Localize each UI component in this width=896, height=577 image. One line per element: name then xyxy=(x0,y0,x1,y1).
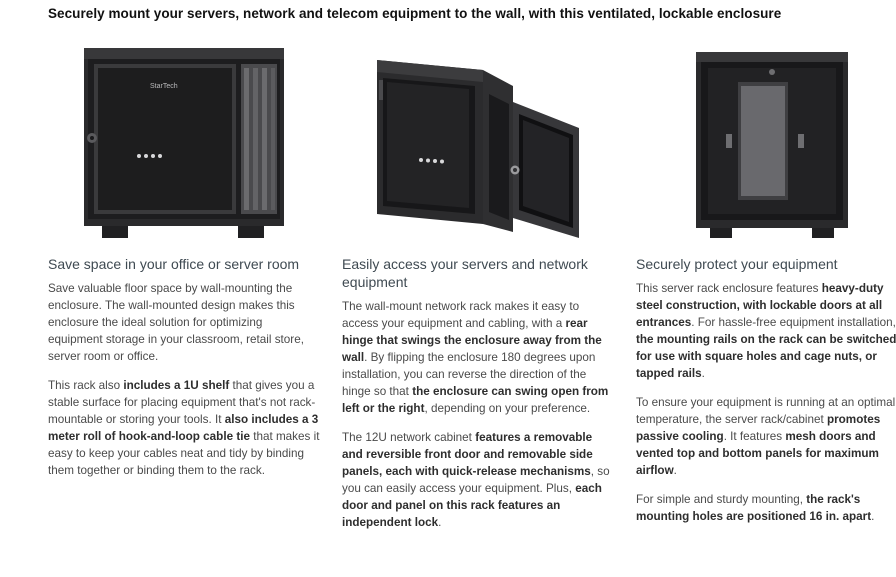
feature-title: Save space in your office or server room xyxy=(48,255,300,272)
body-text: , depending on your preference. xyxy=(424,402,591,416)
body-text: This server rack enclosure features xyxy=(636,282,822,296)
emphasis-text: includes a 1U shelf xyxy=(123,378,230,392)
body-text: This rack also xyxy=(48,378,124,392)
feature-paragraph xyxy=(48,281,320,366)
body-text: . xyxy=(673,463,677,477)
rack-illustration-vented-door xyxy=(682,42,862,242)
wall-mount-rack-door-open-angled-photo xyxy=(342,37,614,247)
body-text: The wall-mount network rack makes it easy to access your equipment and cabling, with a xyxy=(342,300,580,331)
emphasis-text: each door and panel on this rack features an independent lock xyxy=(342,482,602,530)
body-text: . By flipping the enclosure 180 degrees upon installation, you can reverse the direction of the hinge so that xyxy=(342,351,596,399)
body-text: The 12U network cabinet xyxy=(342,431,476,445)
emphasis-text: the enclosure can swing open from left or the right xyxy=(342,385,609,416)
feature-title: Securely protect your equipment xyxy=(636,255,838,272)
body-text: For simple and sturdy mounting, xyxy=(636,492,807,506)
feature-paragraph xyxy=(342,299,614,418)
feature-column xyxy=(636,37,896,545)
body-text: that makes it easy to keep your cables neat and tidy by binding them together or binding them to the rack. xyxy=(48,429,320,477)
body-text: . xyxy=(871,509,875,523)
wall-mount-rack-front-vented-door-photo xyxy=(636,37,896,247)
body-text: . For hassle-free equipment installation, xyxy=(691,315,896,329)
body-text: . xyxy=(438,516,442,530)
feature-body xyxy=(48,281,320,480)
body-text: . It features xyxy=(723,429,786,443)
emphasis-text: promotes passive cooling xyxy=(636,412,881,443)
emphasis-text: heavy-duty steel construction, with lockable doors at all entrances xyxy=(636,282,884,329)
rack-illustration-door-open xyxy=(363,42,593,242)
emphasis-text: the rack's mounting holes are positioned 16 in. apart xyxy=(636,492,872,523)
emphasis-text: also includes a 3 meter roll of hook-and-loop cable tie xyxy=(48,412,319,443)
emphasis-text: the mounting rails on the rack can be switched for use with square holes and cage nuts, or tapped rails xyxy=(636,332,896,380)
body-text: that gives you a stable surface for placing equipment that's not rack-mountable or storing your tools. It xyxy=(48,378,316,426)
body-text: . xyxy=(701,366,705,380)
body-text: Save valuable floor space by wall-mounting the enclosure. The wall-mounted design makes this enclosure the ideal solution for optimizing equipment storage in your classroom, retail store, server room or office. xyxy=(48,282,304,363)
feature-paragraph xyxy=(636,395,896,480)
feature-title: Easily access your servers and network equipment xyxy=(342,255,588,291)
emphasis-text: mesh doors and vented top and bottom panels for maximum airflow xyxy=(636,429,879,477)
wall-mount-rack-front-closed-photo xyxy=(48,37,320,247)
body-text: To ensure your equipment is running at an optimal temperature, the server rack/cabinet xyxy=(636,395,896,426)
feature-column xyxy=(342,37,614,545)
emphasis-text: features a removable and reversible front door and removable side panels, each with quick-release mechanisms xyxy=(342,431,593,479)
feature-paragraph xyxy=(636,492,896,526)
feature-body xyxy=(342,299,614,532)
feature-body xyxy=(636,281,896,526)
body-text: , so you can easily access your equipment. Plus, xyxy=(342,465,610,496)
feature-paragraph xyxy=(636,281,896,383)
feature-columns xyxy=(28,37,896,545)
svg-text:StarTech: StarTech xyxy=(150,82,178,90)
emphasis-text: rear hinge that swings the enclosure away from the wall xyxy=(342,317,602,365)
feature-column xyxy=(48,37,320,545)
page-title: Securely mount your servers, network and telecom equipment to the wall, with this ventilated, lockable enclosure xyxy=(48,6,782,21)
feature-paragraph xyxy=(342,430,614,532)
feature-paragraph xyxy=(48,378,320,480)
rack-illustration-front-closed xyxy=(78,42,290,242)
